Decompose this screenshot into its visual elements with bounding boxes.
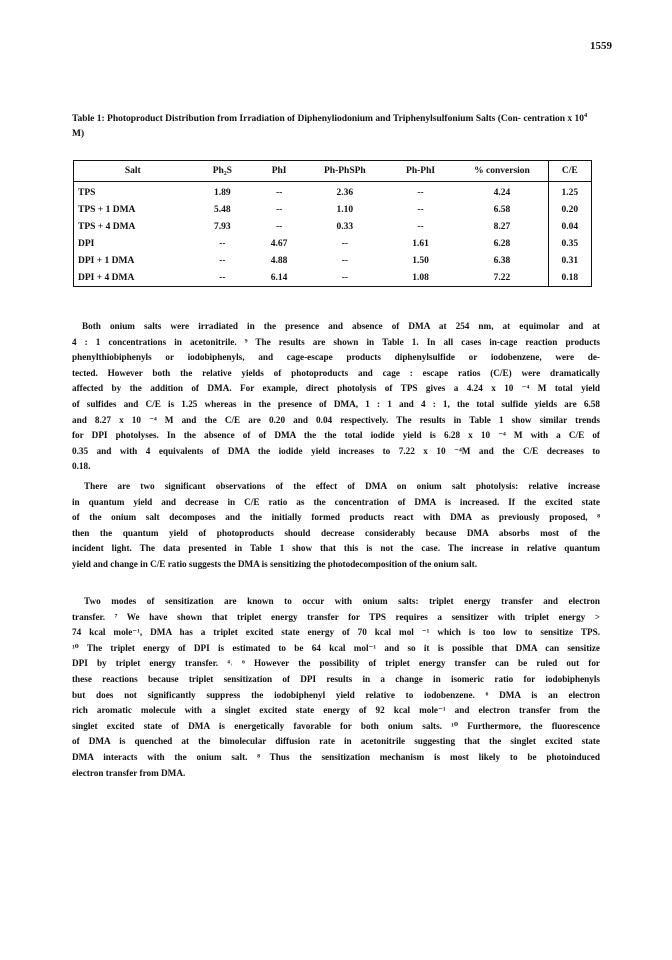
- text-line: electron transfer from DMA.: [72, 767, 186, 778]
- cell-phi: --: [275, 204, 283, 215]
- cell-ph-phsph: 0.33: [336, 221, 354, 232]
- header-salt: Salt: [74, 161, 191, 182]
- cell-ph-phi: --: [417, 187, 424, 198]
- header-ph2s: Ph₂S: [191, 161, 253, 182]
- header-ph-phi: Ph-PhI: [385, 161, 457, 182]
- cell-ce: 0.35: [548, 235, 591, 252]
- data-table-box: [73, 160, 592, 287]
- cell-ph2s: 7.93: [214, 221, 231, 232]
- text-line: ¹⁰ The triplet energy of DPI is estimated to be 64 kcal mol⁻¹ and so it is possible that DMA can sensitize: [72, 642, 600, 653]
- cell-ce: 0.20: [548, 201, 591, 218]
- table-row: [74, 252, 591, 269]
- cell-ph2s: --: [219, 272, 226, 283]
- header-phi: PhI: [253, 161, 305, 182]
- text-line: of DMA is quenched at the bimolecular diffusion rate in acetonitrile suggesting that the singlet excited state: [72, 736, 600, 747]
- text-line: these reactions because triplet sensitization of DPI results in a change in isomeric ratio for iodobiphenyls: [72, 673, 600, 684]
- cell-salt: DPI: [78, 238, 95, 249]
- cell-ce: 0.18: [548, 269, 591, 286]
- table-row: [74, 182, 591, 202]
- cell-salt: DPI + 4 DMA: [78, 272, 135, 283]
- text-line: and 8.27 x 10 ⁻⁴ M and the C/E are 0.20 and 0.04 respectively. The results in Table 1 show similar trends: [72, 414, 600, 425]
- cell-ph2s: --: [219, 238, 226, 249]
- table-row: [74, 269, 591, 286]
- text-line: in quantum yield and decrease in C/E ratio as the concentration of DMA is increased. If the excited state: [72, 496, 600, 507]
- cell-ph-phi: --: [417, 221, 424, 232]
- text-line: DMA interacts with the onium salt. ⁸ Thus the sensitization mechanism is most likely to be photoinduced: [72, 751, 600, 762]
- cell-conversion: 4.24: [493, 187, 511, 198]
- cell-conversion: 7.22: [493, 272, 511, 283]
- table-row: [74, 218, 591, 235]
- caption-line-2-end: M): [72, 129, 85, 140]
- cell-phi: --: [275, 221, 283, 232]
- table-row: [74, 201, 591, 218]
- cell-ce: 0.31: [548, 252, 591, 269]
- text-line: incident light. The data presented in Table 1 show that this is not the case. The increase in relative quantum: [72, 543, 600, 554]
- cell-ph-phi: 1.61: [412, 238, 429, 249]
- text-line: then the quantum yield of photoproducts should decrease considerably because DMA absorbs most of the: [72, 527, 600, 538]
- cell-ph-phsph: --: [341, 272, 349, 283]
- text-line: yield and change in C/E ratio suggests the DMA is sensitizing the photodecomposition of the onium salt.: [72, 558, 478, 569]
- cell-ph-phsph: 2.36: [336, 187, 354, 198]
- cell-salt: DPI + 1 DMA: [78, 255, 135, 266]
- cell-phi: 6.14: [270, 272, 288, 283]
- text-line: Both onium salts were irradiated in the presence and absence of DMA at 254 nm, at equimolar and at: [82, 321, 600, 331]
- cell-ph-phi: 1.08: [412, 272, 429, 283]
- text-line: transfer. ⁷ We have shown that triplet energy transfer for TPS requires a sensitizer with triplet energy >: [72, 611, 600, 622]
- text-line: singlet excited state of DMA is energetically favorable for both onium salts. ¹⁰ Furthermore, the fluorescence: [72, 720, 600, 731]
- cell-ph2s: 5.48: [214, 204, 231, 215]
- cell-ph-phsph: 1.10: [336, 204, 354, 215]
- cell-ph-phi: --: [417, 204, 424, 215]
- text-line: phenylthiobiphenyls or iodobiphenyls, and cage-escape products diphenylsulfide or iodobenzene, were de-: [72, 352, 600, 363]
- text-line: rich aromatic molecule with a singlet excited state energy of 92 kcal mole⁻¹ and electron transfer from the: [72, 705, 600, 716]
- table-row: [74, 235, 591, 252]
- cell-conversion: 8.27: [493, 221, 511, 232]
- text-line: for DPI photolyses. In the absence of of DMA the the total iodide yield is 6.28 x 10 ⁻⁴ M with a C/E of: [72, 430, 600, 441]
- text-line: 4 : 1 concentrations in acetonitrile. ⁹ The results are shown in Table 1. In all cases in-cage reaction products: [72, 336, 600, 347]
- photoproduct-table: [74, 161, 591, 286]
- text-line: of the onium salt decomposes and the initially formed products react with DMA as previously proposed, ⁸: [72, 512, 600, 523]
- cell-ph-phi: 1.50: [412, 255, 429, 266]
- caption-line-2-start: centration x 10: [523, 114, 585, 125]
- cell-phi: 4.67: [270, 238, 288, 249]
- caption-line-1: Table 1: Photoproduct Distribution from Irradiation of Diphenyliodonium and Triphenylsulfonium Salts (Con-: [72, 114, 521, 125]
- caption-exponent: 4: [584, 112, 588, 119]
- paragraph-results: [72, 319, 600, 475]
- text-line: but does not significantly suppress the iodobiphenyl yield relative to iodobenzene. ⁶ DMA is an electron: [72, 689, 600, 700]
- cell-ce: 1.25: [548, 182, 591, 202]
- cell-ph-phsph: --: [341, 255, 349, 266]
- text-line: 0.35 and with 4 equivalents of DMA the iodide yield increases to 7.22 x 10 ⁻⁴M and the C/E decreases to: [72, 445, 600, 456]
- text-line: 74 kcal mole⁻¹, DMA has a triplet excited state energy of 70 kcal mol ⁻¹ which is too low to sensitize TPS.: [72, 627, 600, 638]
- text-line: Two modes of sensitization are known to occur with onium salts: triplet energy transfer and electron: [84, 596, 600, 606]
- cell-phi: 4.88: [270, 255, 288, 266]
- text-line: 0.18.: [72, 461, 91, 472]
- text-line: of sulfides and C/E is 1.25 whereas in the presence of DMA, 1 : 1 and 4 : 1, the total sulfide yields are 6.58: [72, 398, 600, 409]
- cell-salt: TPS + 4 DMA: [78, 221, 136, 232]
- paragraph-sensitization: [72, 594, 600, 781]
- cell-phi: --: [275, 187, 283, 198]
- text-line: tected. However both the relative yields of photoproducts and cage : escape ratios (C/E) were dramatically: [72, 367, 600, 378]
- cell-salt: TPS: [78, 187, 96, 198]
- table-header-row: [74, 161, 591, 182]
- cell-ph-phsph: --: [341, 238, 349, 249]
- text-line: There are two significant observations of the effect of DMA on onium salt photolysis: relative increase: [84, 481, 600, 491]
- cell-conversion: 6.38: [493, 255, 511, 266]
- header-ce: C/E: [548, 161, 591, 182]
- cell-conversion: 6.28: [493, 238, 511, 249]
- header-conversion: % conversion: [456, 161, 548, 182]
- cell-conversion: 6.58: [493, 204, 511, 215]
- cell-ce: 0.04: [548, 218, 591, 235]
- text-line: affected by the addition of DMA. For example, direct photolysis of TPS gives a 4.24 x 10 ⁻⁴ M total yield: [72, 383, 600, 394]
- cell-ph2s: --: [219, 255, 226, 266]
- table-caption: [72, 108, 600, 142]
- paragraph-observations: [72, 479, 600, 573]
- page-number: 1559: [590, 40, 612, 52]
- cell-ph2s: 1.89: [214, 187, 231, 198]
- cell-salt: TPS + 1 DMA: [78, 204, 136, 215]
- header-ph-phsph: Ph-PhSPh: [305, 161, 385, 182]
- text-line: DPI by triplet energy transfer. ⁴˒ ⁶ However the possibility of triplet energy transfer can be ruled out for: [72, 658, 600, 669]
